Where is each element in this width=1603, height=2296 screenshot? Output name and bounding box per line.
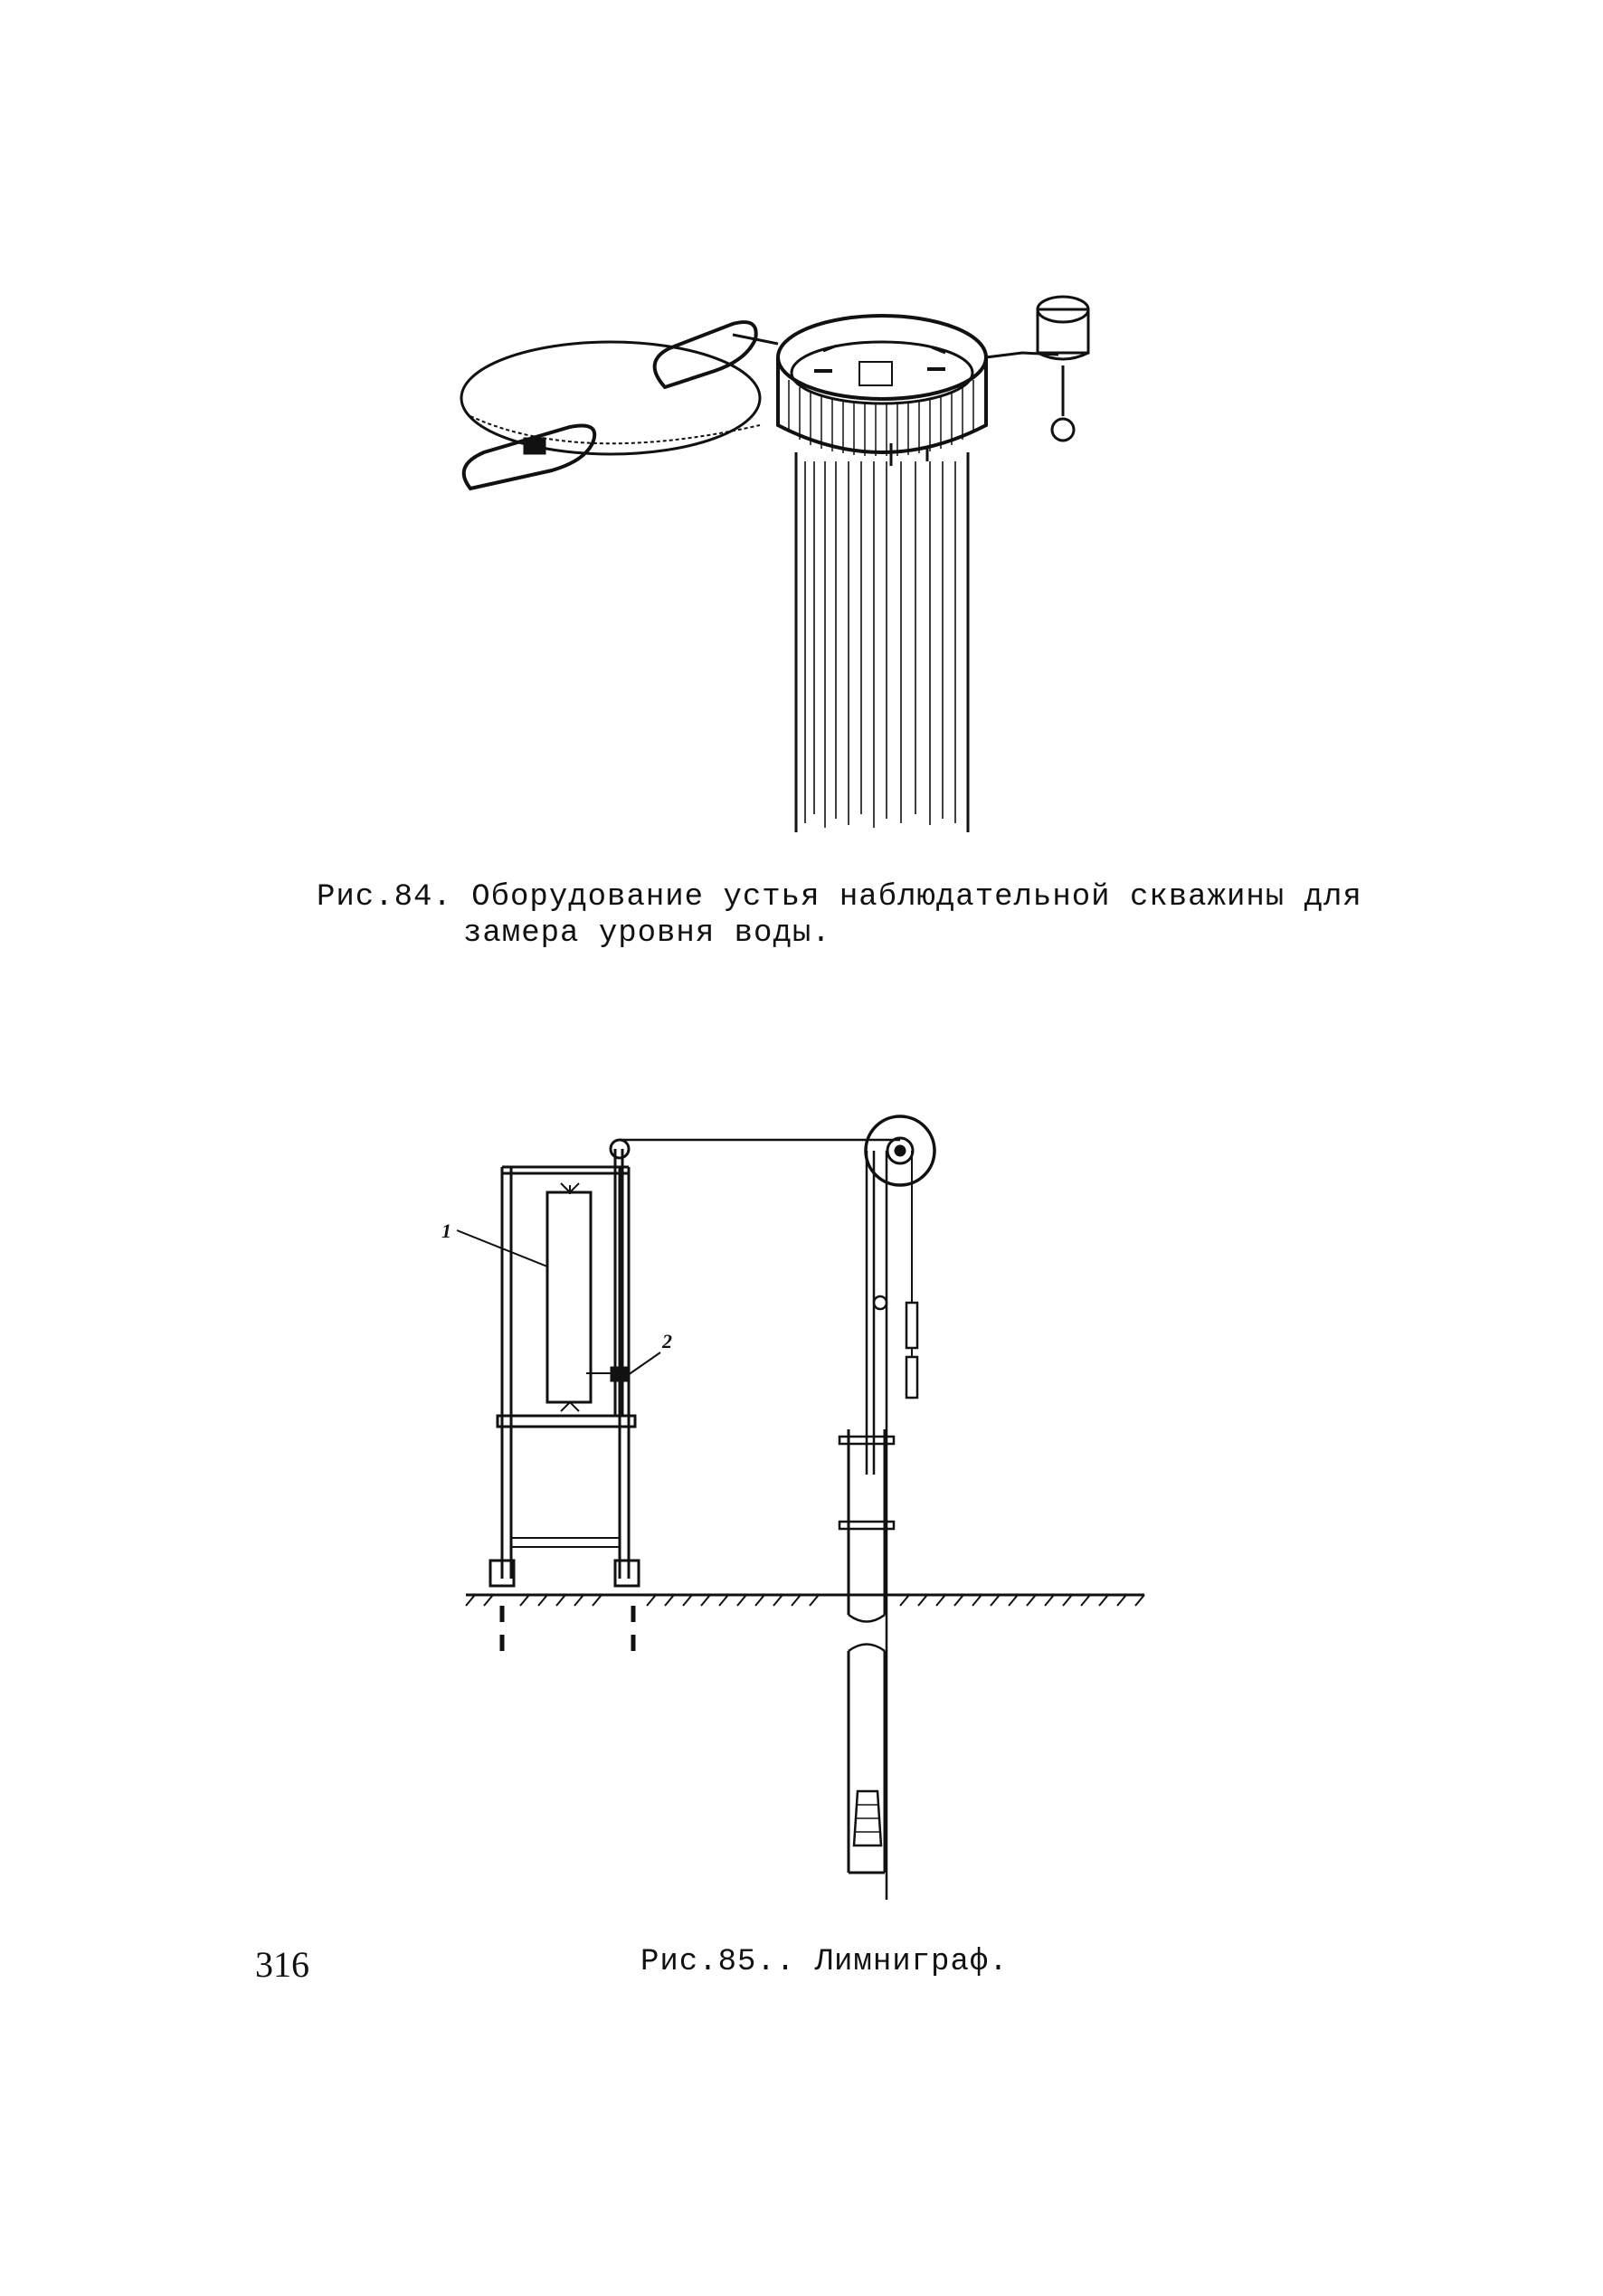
figure-84-caption-line-2: замера уровня воды. [463, 916, 831, 951]
callout-1: 1 [441, 1219, 451, 1242]
figure-84-caption [317, 879, 1362, 952]
figure-84-well-head-drawing [434, 271, 1122, 850]
figure-85-caption: Рис.85.. Лимниграф. [640, 1945, 1009, 1979]
figure-84-caption-line-1: Рис.84. Оборудование устья наблюдательной скважины для [317, 880, 1362, 915]
figure-85-limnigraph-drawing [434, 1086, 1158, 1900]
callout-2: 2 [662, 1330, 672, 1352]
page-number: 316 [255, 1944, 309, 1985]
